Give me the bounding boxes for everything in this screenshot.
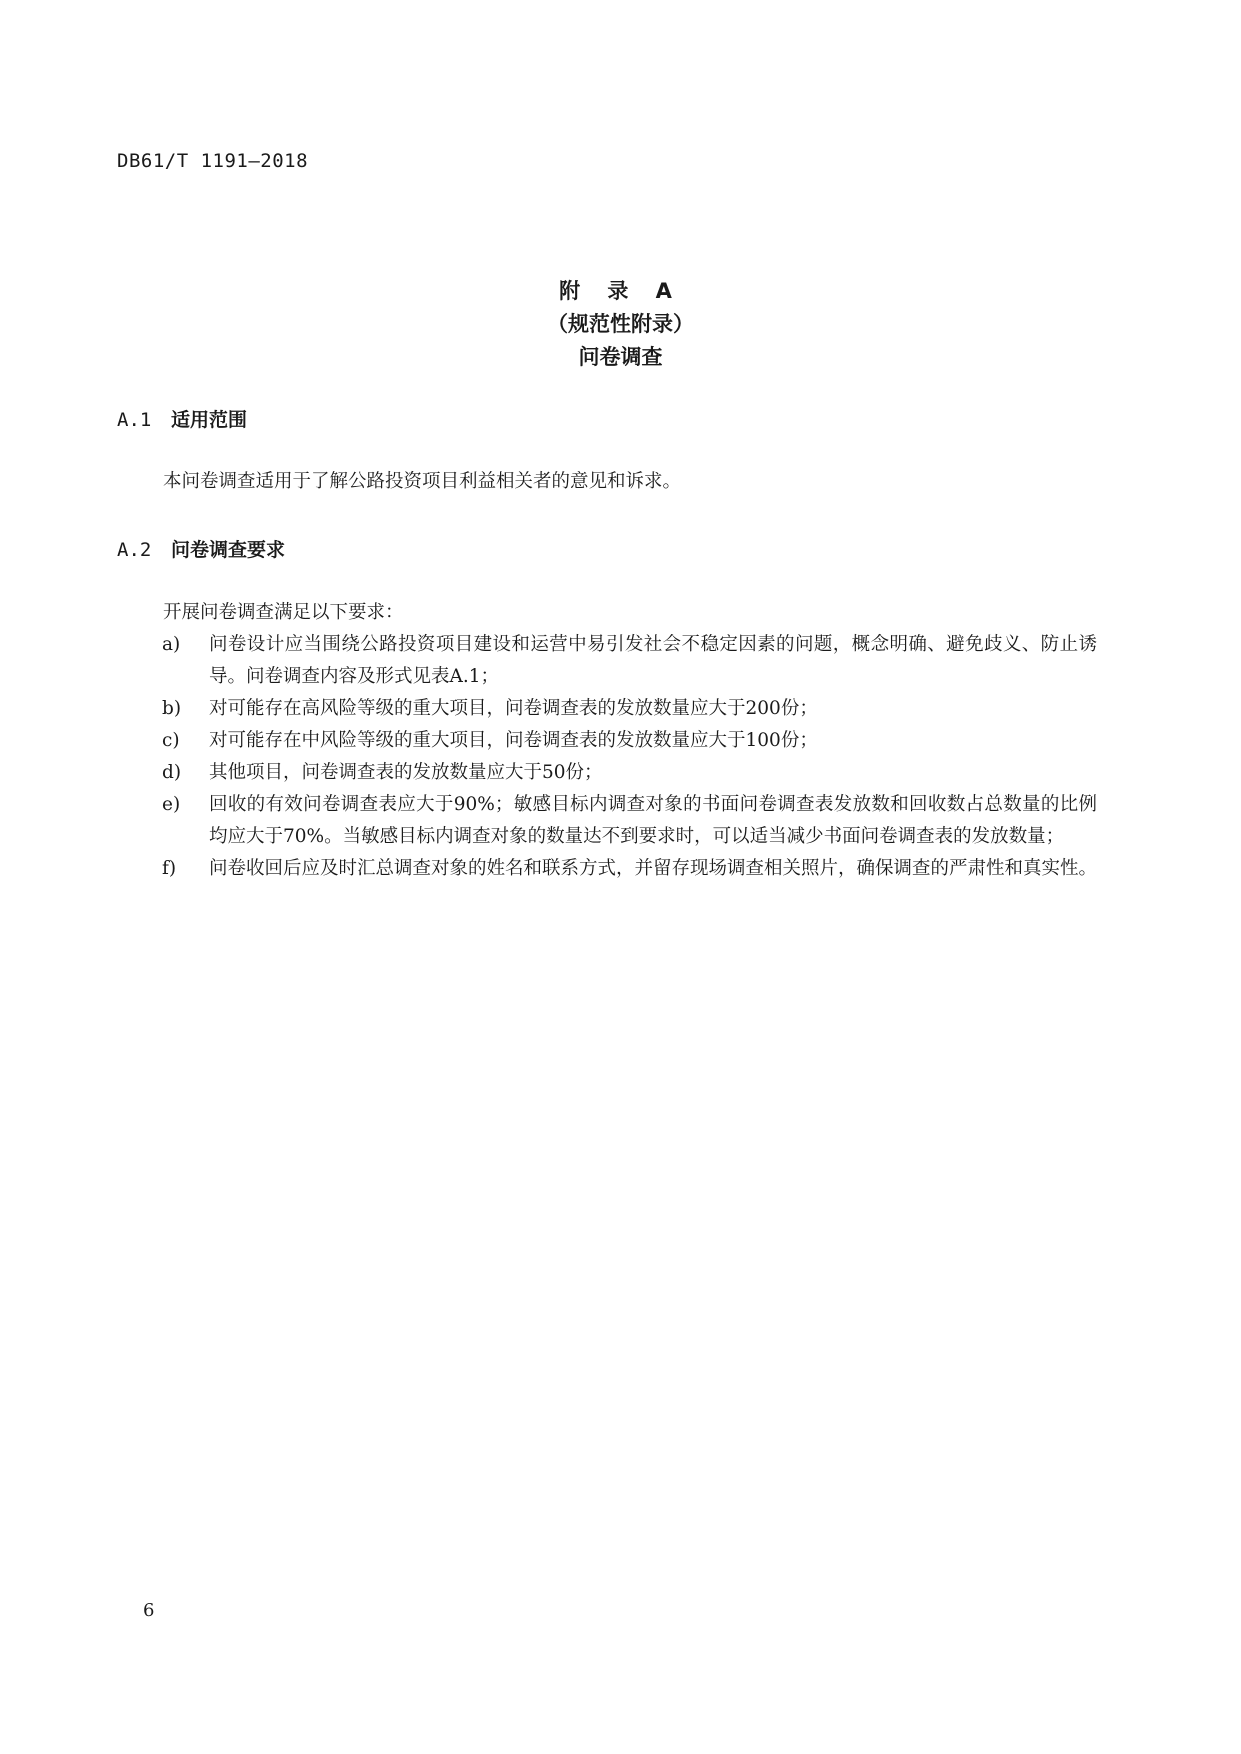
section-number: A.1 [117,409,152,431]
list-item [117,757,1097,789]
list-marker: e) [162,794,181,815]
document-code: DB61/T 1191—2018 [117,150,309,172]
section-a2-intro: 开展问卷调查满足以下要求： [163,602,404,623]
list-item-text: 其他项目，问卷调查表的发放数量应大于50份； [209,762,603,783]
list-item-text: 对可能存在中风险等级的重大项目，问卷调查表的发放数量应大于100份； [209,730,818,751]
list-item-text: 对可能存在高风险等级的重大项目，问卷调查表的发放数量应大于200份； [209,698,818,719]
list-item-text: 回收的有效问卷调查表应大于90%；敏感目标内调查对象的书面问卷调查表发放数和回收数占总数量的比例均应大于70%。当敏感目标内调查对象的数量达不到要求时，可以适当减少书面问卷调查表的发放数量； [209,794,1097,847]
appendix-name: 问卷调查 [578,345,663,369]
section-a1-paragraph: 本问卷调查适用于了解公路投资项目利益相关者的意见和诉求。 [163,471,682,492]
list-marker: f) [162,858,177,879]
section-heading-a2 [117,535,285,562]
list-item-text: 问卷收回后应及时汇总调查对象的姓名和联系方式，并留存现场调查相关照片，确保调查的严肃性和真实性。 [209,858,1098,879]
list-item-text: 问卷设计应当围绕公路投资项目建设和运营中易引发社会不稳定因素的问题，概念明确、避免歧义、防止诱导。问卷调查内容及形式见表A.1； [209,634,1097,687]
list-item [117,725,1097,757]
list-item [117,629,1097,693]
appendix-subtitle: （规范性附录） [547,312,694,336]
section-title: 问卷调查要求 [171,539,286,561]
section-heading-a1 [117,405,247,432]
list-marker: b) [162,698,182,719]
list-item [117,853,1097,885]
appendix-title: 附 录 A [559,279,682,303]
list-marker: a) [162,634,181,655]
list-item [117,789,1097,853]
page-number: 6 [143,1600,155,1621]
list-item [117,693,1097,725]
list-marker: d) [162,762,182,783]
section-number: A.2 [117,539,152,561]
requirements-list [117,629,1097,885]
list-marker: c) [162,730,180,751]
section-title: 适用范围 [171,409,248,431]
